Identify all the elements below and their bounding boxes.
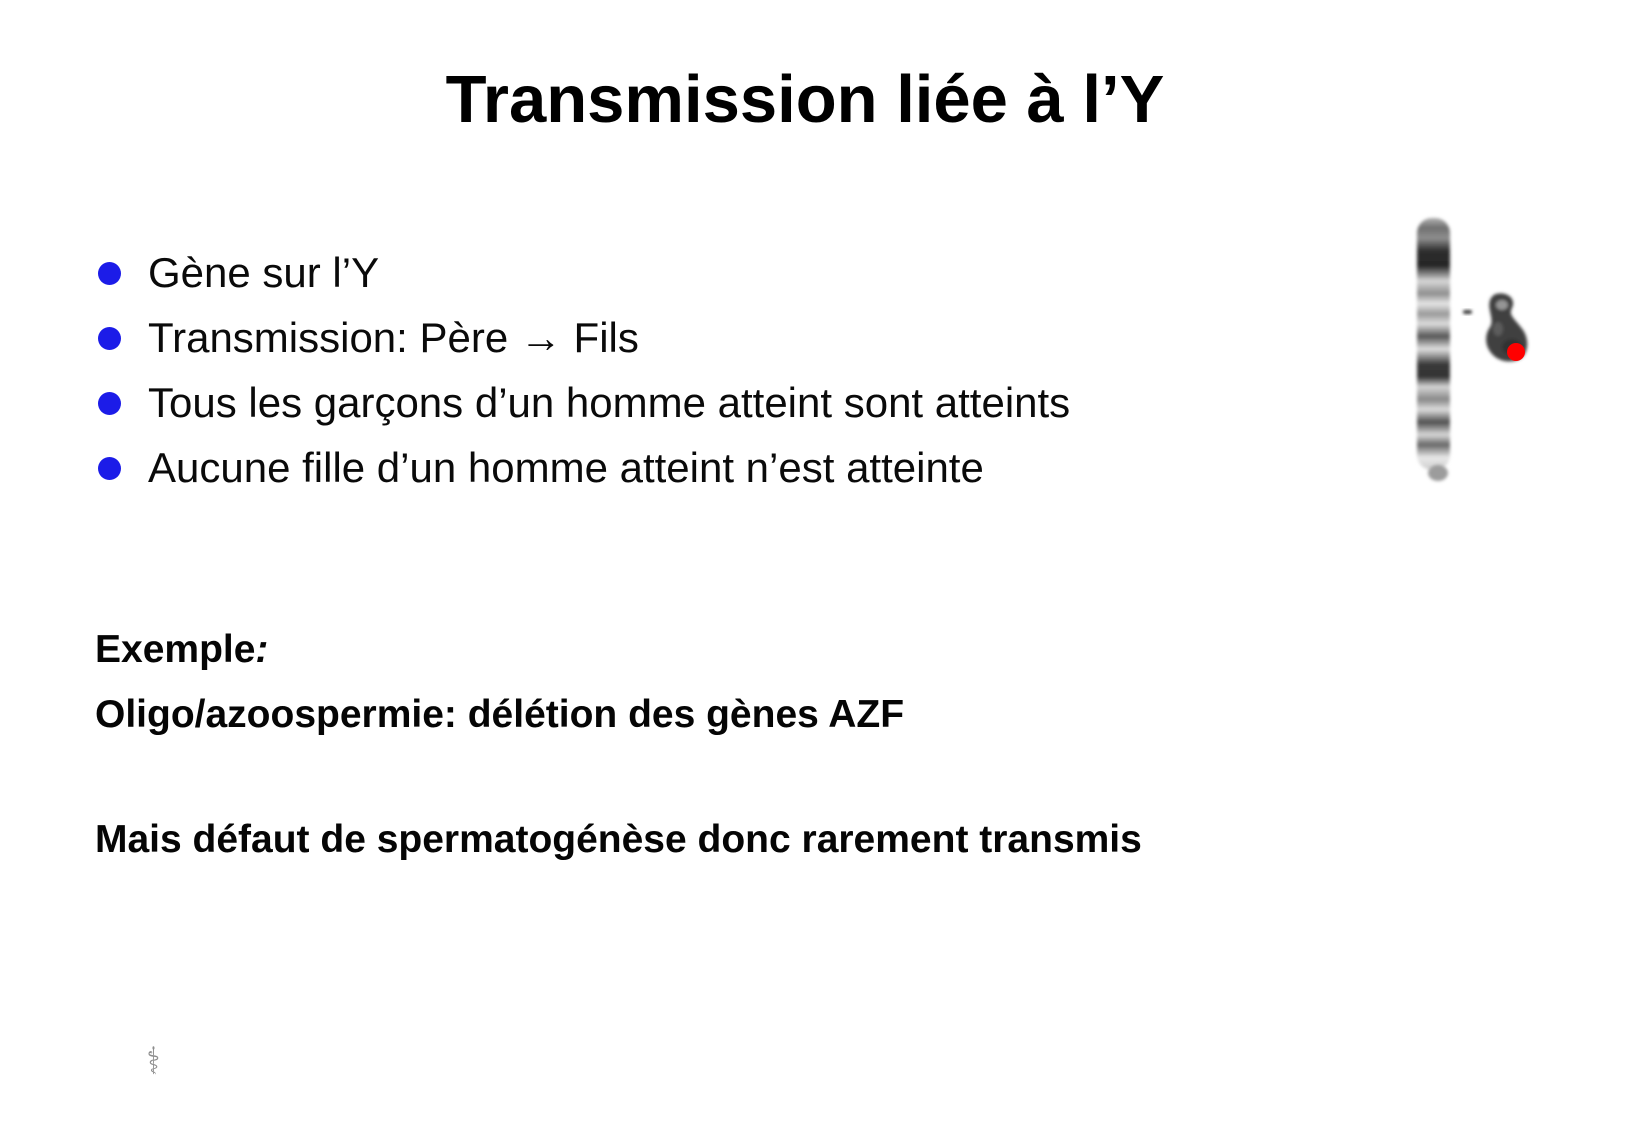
bullet-list <box>98 249 1071 512</box>
staff-of-aesculapius-icon: ⚕ <box>147 1039 160 1083</box>
example-label-text: Exemple <box>95 628 256 671</box>
dash-mark <box>1463 310 1472 314</box>
page-title: Transmission liée à l’Y <box>445 62 1165 137</box>
bullet-text: Aucune fille d’un homme atteint n’est atteinte <box>148 444 984 491</box>
bullet-text: Tous les garçons d’un homme atteint sont atteints <box>148 379 1071 426</box>
list-item <box>98 444 1070 491</box>
bullet-text: Transmission: Père → Fils <box>148 314 639 361</box>
list-item <box>98 379 1071 426</box>
bullet-dot-icon <box>98 262 121 285</box>
example-line: Oligo/azoospermie: délétion des gènes AZF <box>95 693 905 736</box>
example-label-colon: : <box>255 628 269 671</box>
example-block <box>95 630 1142 859</box>
x-chromosome-shape <box>1417 218 1450 481</box>
bullet-dot-icon <box>98 392 121 415</box>
red-marker-dot <box>1507 343 1525 361</box>
chromosome-karyotype-image <box>1400 210 1550 500</box>
note-line: Mais défaut de spermatogénèse donc rarement transmis <box>95 818 1142 861</box>
bullet-dot-icon <box>98 457 121 480</box>
example-label <box>95 630 1142 669</box>
list-item <box>98 314 1070 361</box>
list-item <box>98 249 1070 296</box>
bullet-text: Gène sur l’Y <box>148 249 380 296</box>
bullet-dot-icon <box>98 327 121 350</box>
